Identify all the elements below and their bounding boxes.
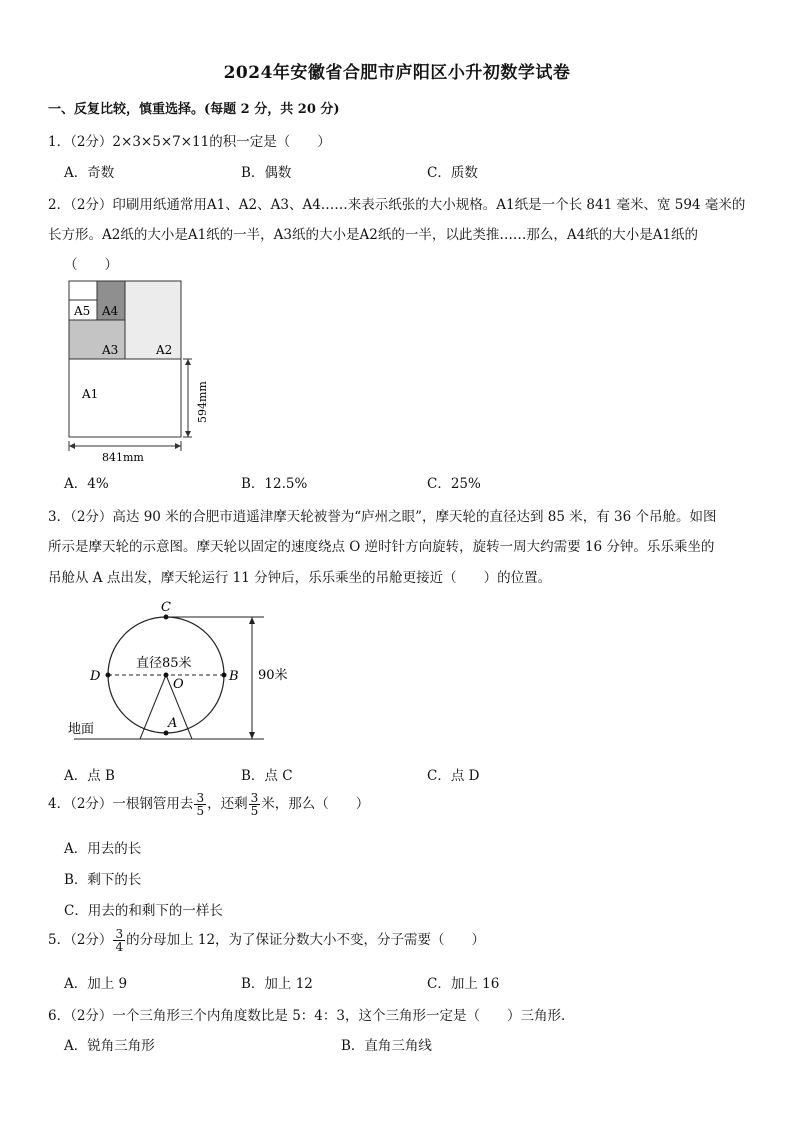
point-a-label: A xyxy=(168,716,178,731)
q4-stem-part-a: 4．（2分）一根钢管用去 xyxy=(48,796,194,812)
height-label: 594mm xyxy=(196,381,209,423)
q3-option-c: C．点 D xyxy=(427,768,480,784)
q5-option-a: A．加上 9 xyxy=(64,976,128,992)
question-5-stem xyxy=(48,928,485,953)
question-4-stem xyxy=(48,792,369,817)
point-b-label: B xyxy=(229,669,239,684)
q4-fraction-2-denominator: 5 xyxy=(250,804,259,818)
q2-option-b: B．12.5% xyxy=(241,476,308,492)
point-d-dot xyxy=(106,673,111,678)
question-2-line-1: 2．（2分）印刷用纸通常用A1、A2、A3、A4……来表示纸张的大小规格。A1纸是一个长 841 毫米、宽 594 毫米的 xyxy=(48,197,746,213)
point-d-label: D xyxy=(90,669,101,684)
point-o-dot xyxy=(164,673,169,678)
q6-option-b: B．直角三角线 xyxy=(341,1038,432,1054)
q3-option-a: A．点 B xyxy=(64,768,115,784)
label-a3: A3 xyxy=(102,343,119,357)
q5-fraction-denominator: 4 xyxy=(115,940,124,954)
q4-stem-part-b: ，还剩 xyxy=(207,796,248,812)
q1-option-c: C．质数 xyxy=(427,165,478,181)
q5-fraction xyxy=(113,928,125,953)
label-a5: A5 xyxy=(74,304,91,318)
ground-label: 地面 xyxy=(68,722,95,737)
question-3-line-1: 3．（2分）高达 90 米的合肥市逍遥津摩天轮被誉为“庐州之眼”，摩天轮的直径达到 85 米，有 36 个吊舱。如图 xyxy=(48,509,717,525)
q1-option-b: B．偶数 xyxy=(241,165,292,181)
point-b-dot xyxy=(222,673,227,678)
q4-fraction-1-denominator: 5 xyxy=(196,804,205,818)
q3-option-b: B．点 C xyxy=(241,768,293,784)
q2-option-c: C．25% xyxy=(427,476,481,492)
question-6-stem: 6．（2分）一个三角形三个内角度数比是 5：4：3，这个三角形一定是（ ）三角形. xyxy=(48,1008,566,1024)
q4-stem-part-c: 米，那么（ ） xyxy=(261,796,370,812)
q4-fraction-2-numerator: 3 xyxy=(250,791,259,805)
q5-stem-part-b: 的分母加上 12，为了保证分数大小不变，分子需要（ ） xyxy=(126,932,486,948)
q2-option-a: A．4% xyxy=(64,476,109,492)
label-a1: A1 xyxy=(82,387,99,401)
point-a-dot xyxy=(164,731,169,736)
q4-fraction-2 xyxy=(249,792,261,817)
label-a2: A2 xyxy=(156,343,173,357)
q4-option-b: B．剩下的长 xyxy=(64,872,142,888)
q5-option-b: B．加上 12 xyxy=(241,976,313,992)
question-3-line-2: 所示是摩天轮的示意图。摩天轮以固定的速度绕点 O 逆时针方向旋转，旋转一周大约需要 16 分钟。乐乐乘坐的 xyxy=(48,539,715,555)
ferris-wheel-figure xyxy=(60,596,310,746)
q5-option-c: C．加上 16 xyxy=(427,976,500,992)
question-2-line-2: 长方形。A2纸的大小是A1纸的一半，A3纸的大小是A2纸的一半，以此类推……那么，A4纸的大小是A1纸的 xyxy=(48,227,699,243)
width-label: 841mm xyxy=(102,451,144,464)
support-left xyxy=(140,675,166,739)
point-c-dot xyxy=(164,615,169,620)
paper-size-figure xyxy=(60,275,220,465)
point-c-label: C xyxy=(161,600,171,615)
height-90m-label: 90米 xyxy=(258,668,288,683)
q5-fraction-numerator: 3 xyxy=(115,927,124,941)
question-2-line-3: （ ） xyxy=(64,257,118,273)
q6-option-a: A．锐角三角形 xyxy=(64,1038,155,1054)
q5-stem-part-a: 5．（2分） xyxy=(48,932,113,948)
point-o-label: O xyxy=(173,677,184,692)
question-3-line-3: 吊舱从 A 点出发，摩天轮运行 11 分钟后，乐乐乘坐的吊舱更接近（ ）的位置。 xyxy=(48,570,552,586)
q1-option-a: A．奇数 xyxy=(64,165,115,181)
diameter-label: 直径85米 xyxy=(136,656,192,671)
question-1-stem: 1．（2分）2×3×5×7×11的积一定是（ ） xyxy=(48,134,331,150)
q4-option-a: A．用去的长 xyxy=(64,841,142,857)
q4-option-c: C．用去的和剩下的一样长 xyxy=(64,903,223,919)
label-a4: A4 xyxy=(102,304,119,318)
page-title: 2024年安徽省合肥市庐阳区小升初数学试卷 xyxy=(223,63,571,83)
q4-fraction-1-numerator: 3 xyxy=(196,791,205,805)
section-heading: 一、反复比较，慎重选择。(每题 2 分，共 20 分) xyxy=(48,102,340,117)
q4-fraction-1 xyxy=(194,792,206,817)
